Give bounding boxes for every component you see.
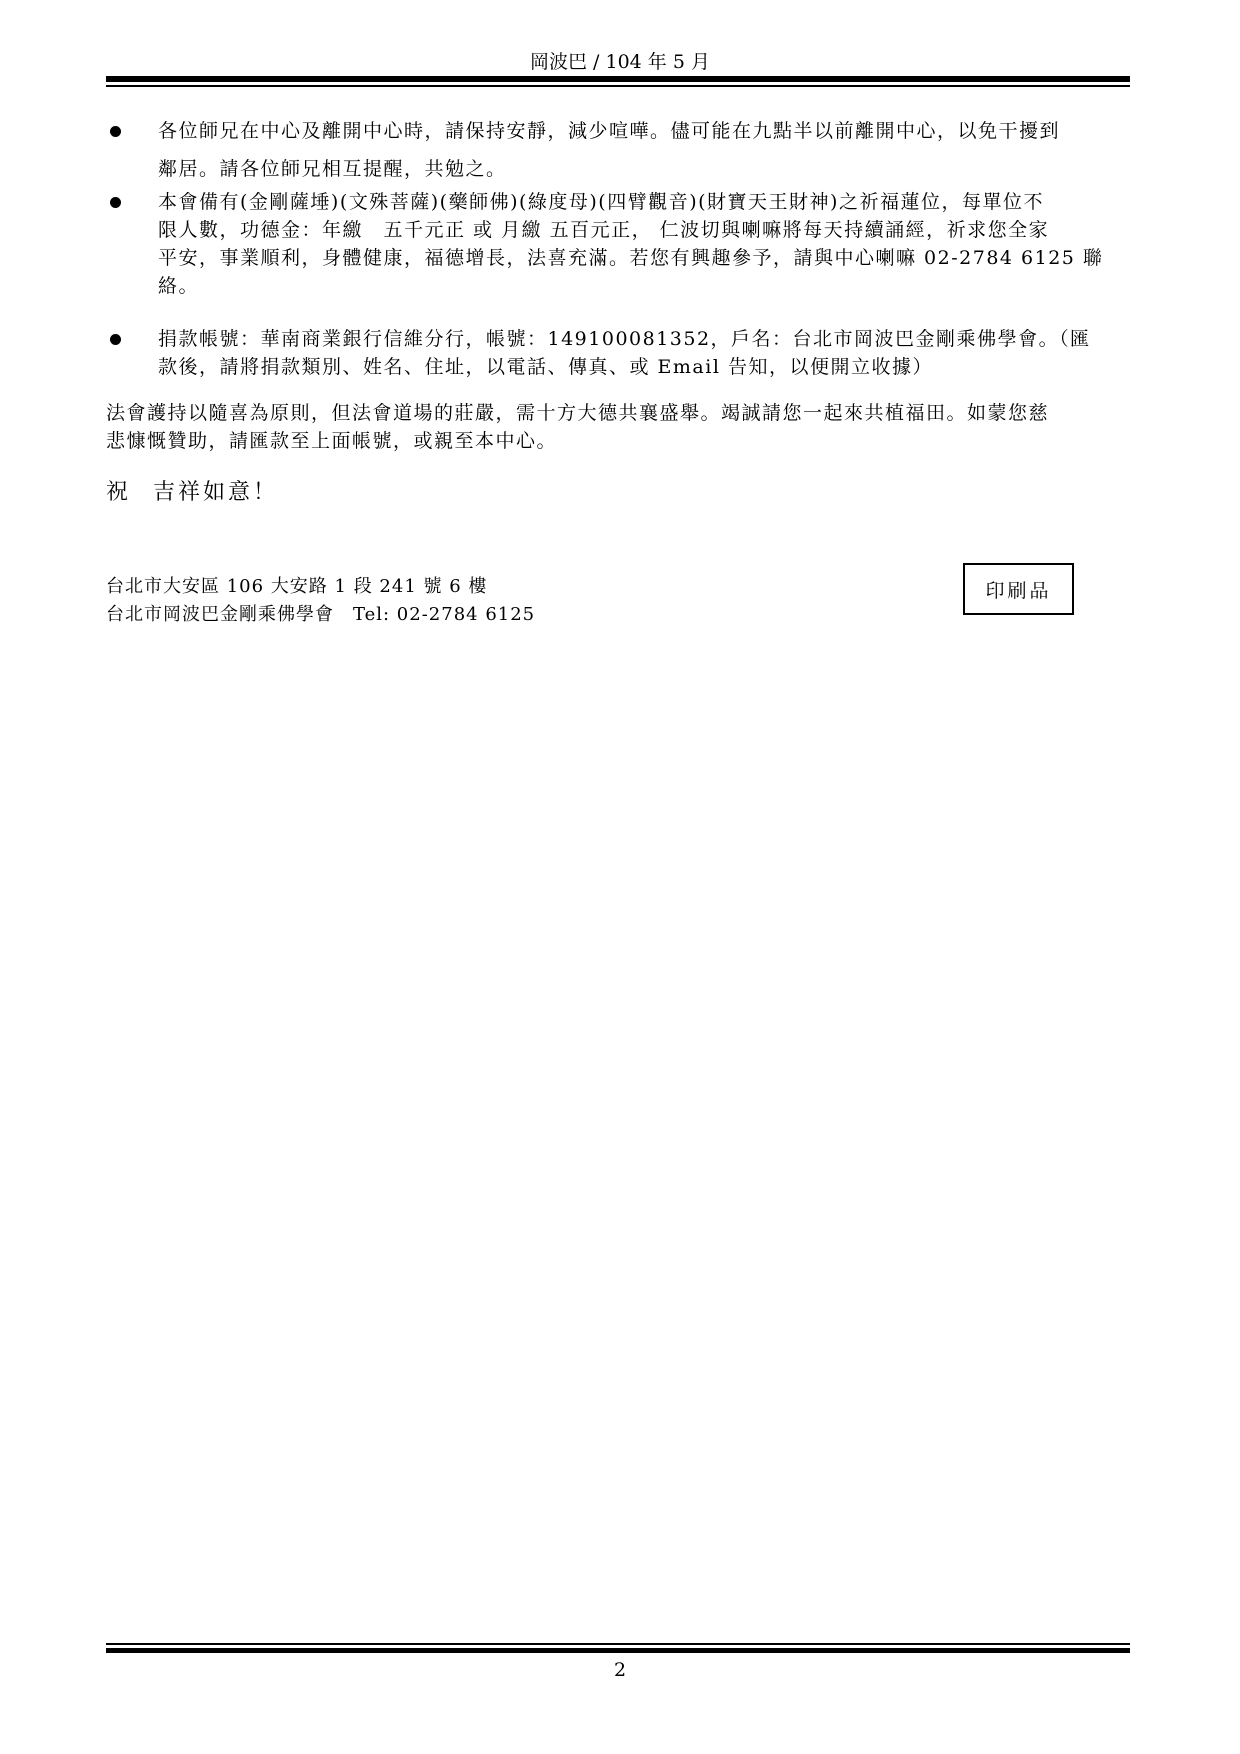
printed-matter-stamp — [963, 563, 1074, 615]
bullet-line: 限人數，功德金：年繳 五千元正 或 月繳 五百元正， 仁波切與喇嘛將每天持續誦經，祈求您全家 — [158, 219, 1050, 241]
bullet-line: 鄰居。請各位師兄相互提醒，共勉之。 — [158, 158, 507, 180]
paragraph-line: 悲慷慨贊助，請匯款至上面帳號，或親至本中心。 — [106, 430, 558, 452]
bullet-line: 款後，請將捐款類別、姓名、住址，以電話、傳真、或 Email 告知，以便開立收據） — [158, 356, 933, 378]
page-number: 2 — [613, 1659, 627, 1681]
bullet-dot-icon — [110, 334, 121, 345]
address-line-1: 台北市大安區 106 大安路 1 段 241 號 6 樓 — [106, 576, 488, 597]
bullet-line: 絡。 — [158, 275, 200, 297]
bullet-item-quiet-notice — [106, 112, 1158, 188]
address-line-2: 台北市岡波巴金剛乘佛學會 Tel: 02-2784 6125 — [106, 604, 536, 625]
blessing-prefix: 祝 — [106, 480, 132, 505]
header-title: 岡波巴 / 104 年 5 月 — [530, 51, 710, 73]
header-rule-thin — [106, 85, 1130, 87]
bullet-dot-icon — [110, 126, 121, 137]
bullet-item-blessing-lotus — [106, 188, 1158, 300]
blessing-text: 吉祥如意！ — [153, 480, 279, 505]
bullet-dot-icon — [110, 197, 121, 208]
footer-rule-thin — [106, 1643, 1130, 1645]
main-content — [106, 112, 1158, 508]
bullet-line: 平安，事業順利，身體健康，福德增長，法喜充滿。若您有興趣參予，請與中心喇嘛 02-2784 6125 聯 — [158, 247, 1104, 269]
support-paragraph — [106, 399, 1158, 455]
header-rule-thick — [106, 76, 1130, 82]
mailing-address — [106, 573, 535, 629]
paragraph-line: 法會護持以隨喜為原則，但法會道場的莊嚴，需十方大德共襄盛舉。竭誠請您一起來共植福田。如蒙您慈 — [106, 402, 1050, 424]
footer-rule-thick — [106, 1648, 1130, 1653]
bullet-line: 捐款帳號：華南商業銀行信維分行，帳號：149100081352，戶名：台北市岡波巴金剛乘佛學會。（匯 — [158, 328, 1091, 350]
bullet-item-donation-account — [106, 325, 1158, 381]
bullet-line: 本會備有(金剛薩埵)(文殊菩薩)(藥師佛)(綠度母)(四臂觀音)(財寶天王財神)之祈福蓮位，每單位不 — [158, 191, 1044, 213]
closing-blessing — [106, 478, 1158, 508]
stamp-label: 印刷品 — [985, 579, 1052, 602]
bullet-line: 各位師兄在中心及離開中心時，請保持安靜，減少喧嘩。儘可能在九點半以前離開中心，以免干擾到 — [158, 120, 1061, 142]
